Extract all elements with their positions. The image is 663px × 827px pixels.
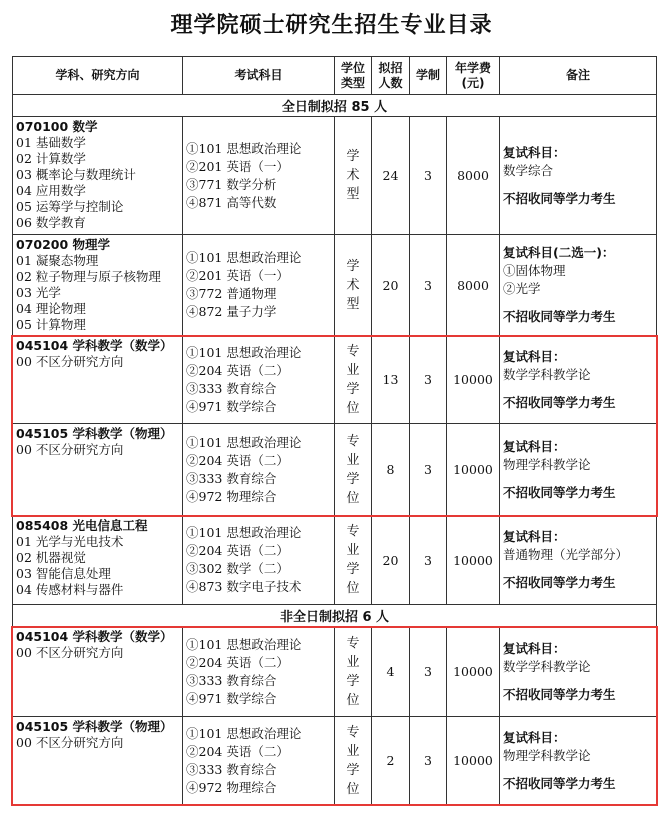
note-footer: 不招收同等学力考生 bbox=[503, 484, 616, 500]
note-footer: 不招收同等学力考生 bbox=[503, 309, 616, 324]
catalog-table bbox=[12, 56, 657, 805]
note-spacer bbox=[503, 298, 656, 308]
degree-type-char: 学 bbox=[346, 258, 360, 274]
section-heading: 非全日制拟招 6 人 bbox=[13, 605, 657, 627]
program-code: 070100 数学 bbox=[16, 119, 98, 134]
exam-cell bbox=[183, 516, 335, 605]
fee-cell: 8000 bbox=[447, 235, 500, 336]
research-direction: 04 应用数学 bbox=[16, 183, 86, 198]
degree-type-char: 专 bbox=[346, 635, 360, 651]
research-direction: 00 不区分研究方向 bbox=[16, 442, 124, 457]
research-direction: 00 不区分研究方向 bbox=[16, 354, 124, 369]
degree-type-char: 位 bbox=[346, 490, 360, 506]
degree-type-char: 专 bbox=[346, 524, 360, 539]
degree-type-char: 位 bbox=[346, 781, 360, 797]
fee-cell: 10000 bbox=[447, 717, 500, 805]
exam-subject: ①101 思想政治理论 bbox=[186, 525, 302, 540]
fee-cell: 10000 bbox=[447, 516, 500, 605]
note-line: 普通物理（光学部分） bbox=[503, 547, 629, 562]
research-direction: 04 传感材料与器件 bbox=[16, 582, 124, 597]
subject-cell bbox=[13, 516, 183, 605]
note-title: 复试科目： bbox=[503, 348, 566, 364]
quota-cell: 24 bbox=[372, 117, 410, 235]
note-line: ②光学 bbox=[503, 281, 541, 296]
duration-cell: 3 bbox=[410, 117, 447, 235]
quota-cell: 20 bbox=[372, 235, 410, 336]
degree-type-char: 术 bbox=[346, 168, 360, 183]
program-code: 045104 学科教学（数学） bbox=[16, 629, 173, 644]
header-fee bbox=[447, 57, 500, 95]
exam-cell bbox=[183, 424, 335, 516]
exam-cell bbox=[183, 235, 335, 336]
exam-subject: ④972 物理综合 bbox=[186, 488, 277, 504]
program-row bbox=[13, 336, 657, 424]
research-direction: 04 理论物理 bbox=[16, 301, 86, 316]
note-spacer bbox=[503, 765, 656, 775]
exam-subject: ③772 普通物理 bbox=[186, 286, 277, 301]
note-cell bbox=[500, 235, 657, 336]
note-title: 复试科目： bbox=[503, 640, 566, 656]
degree-type-char: 专 bbox=[346, 724, 360, 740]
note-footer: 不招收同等学力考生 bbox=[503, 575, 616, 590]
research-direction: 03 光学 bbox=[16, 285, 61, 300]
degree-type-char: 专 bbox=[346, 343, 360, 359]
exam-subject: ②204 英语（二） bbox=[186, 452, 289, 468]
catalog-body bbox=[13, 95, 657, 805]
note-title: 复试科目： bbox=[503, 438, 566, 454]
exam-subject: ④971 数学综合 bbox=[186, 690, 277, 706]
exam-subject: ③333 教育综合 bbox=[186, 761, 277, 777]
header-degree-type bbox=[335, 57, 372, 95]
note-line: 数学学科教学论 bbox=[503, 366, 591, 382]
program-row bbox=[13, 424, 657, 516]
degree-type-cell bbox=[335, 424, 372, 516]
exam-subject: ③771 数学分析 bbox=[186, 176, 277, 192]
note-title: 复试科目(二选一)： bbox=[503, 245, 615, 260]
research-direction: 02 粒子物理与原子核物理 bbox=[16, 269, 161, 284]
exam-subject: ①101 思想政治理论 bbox=[186, 434, 302, 450]
degree-type-char: 学 bbox=[346, 762, 360, 778]
degree-type-char: 学 bbox=[346, 381, 360, 397]
exam-cell bbox=[183, 627, 335, 717]
program-code: 045105 学科教学（物理） bbox=[16, 719, 173, 734]
degree-type-cell bbox=[335, 717, 372, 805]
research-direction: 06 数学教育 bbox=[16, 215, 86, 230]
degree-type-char: 业 bbox=[346, 543, 360, 558]
header-exam: 考试科目 bbox=[183, 57, 335, 95]
degree-type-char: 型 bbox=[346, 296, 360, 312]
note-cell bbox=[500, 717, 657, 805]
research-direction: 03 概率论与数理统计 bbox=[16, 167, 136, 182]
degree-type-char: 学 bbox=[346, 471, 360, 487]
degree-type-char: 业 bbox=[346, 452, 360, 468]
note-cell bbox=[500, 627, 657, 717]
subject-cell bbox=[13, 235, 183, 336]
degree-type-char: 位 bbox=[346, 692, 360, 708]
degree-type-char: 位 bbox=[346, 581, 360, 596]
header-row bbox=[13, 57, 657, 95]
research-direction: 00 不区分研究方向 bbox=[16, 645, 124, 660]
exam-subject: ①101 思想政治理论 bbox=[186, 725, 302, 741]
degree-type-cell bbox=[335, 336, 372, 424]
duration-cell: 3 bbox=[410, 235, 447, 336]
degree-type-char: 专 bbox=[346, 433, 360, 449]
exam-subject: ②201 英语（一） bbox=[186, 268, 289, 283]
program-row bbox=[13, 235, 657, 336]
note-cell bbox=[500, 336, 657, 424]
note-spacer bbox=[503, 384, 656, 394]
fee-cell: 10000 bbox=[447, 627, 500, 717]
subject-cell bbox=[13, 117, 183, 235]
research-direction: 01 基础数学 bbox=[16, 135, 86, 150]
fee-cell: 10000 bbox=[447, 424, 500, 516]
exam-cell bbox=[183, 717, 335, 805]
degree-type-cell bbox=[335, 117, 372, 235]
note-spacer bbox=[503, 676, 656, 686]
exam-subject: ③302 数学（二） bbox=[186, 561, 289, 576]
note-cell bbox=[500, 424, 657, 516]
fee-cell: 8000 bbox=[447, 117, 500, 235]
quota-cell: 4 bbox=[372, 627, 410, 717]
note-cell bbox=[500, 117, 657, 235]
duration-cell: 3 bbox=[410, 516, 447, 605]
exam-subject: ①101 思想政治理论 bbox=[186, 344, 302, 360]
exam-subject: ③333 教育综合 bbox=[186, 470, 277, 486]
degree-type-char: 业 bbox=[346, 654, 360, 670]
quota-cell: 13 bbox=[372, 336, 410, 424]
note-title: 复试科目： bbox=[503, 144, 566, 160]
exam-subject: ②204 英语（二） bbox=[186, 543, 289, 558]
exam-subject: ④872 量子力学 bbox=[186, 304, 277, 319]
page-title: 理学院硕士研究生招生专业目录 bbox=[170, 13, 493, 38]
research-direction: 01 光学与光电技术 bbox=[16, 534, 124, 549]
fee-cell: 10000 bbox=[447, 336, 500, 424]
degree-type-char: 型 bbox=[346, 187, 360, 202]
exam-cell bbox=[183, 336, 335, 424]
exam-subject: ④972 物理综合 bbox=[186, 779, 277, 795]
quota-cell: 2 bbox=[372, 717, 410, 805]
quota-cell: 20 bbox=[372, 516, 410, 605]
header-fee-line2: (元) bbox=[461, 75, 485, 90]
degree-type-cell bbox=[335, 627, 372, 717]
exam-subject: ①101 思想政治理论 bbox=[186, 250, 302, 265]
program-row bbox=[13, 627, 657, 717]
section-row bbox=[13, 605, 657, 627]
header-quota-line1: 拟招 bbox=[378, 60, 403, 75]
note-line: 数学学科教学论 bbox=[503, 658, 591, 674]
exam-subject: ④971 数学综合 bbox=[186, 398, 277, 414]
degree-type-char: 业 bbox=[346, 743, 360, 759]
exam-cell bbox=[183, 117, 335, 235]
exam-subject: ②204 英语（二） bbox=[186, 654, 289, 670]
header-degree-type-line1: 学位 bbox=[340, 60, 365, 75]
program-code: 045104 学科教学（数学） bbox=[16, 338, 173, 353]
note-spacer bbox=[503, 180, 656, 190]
note-cell bbox=[500, 516, 657, 605]
degree-type-char: 位 bbox=[346, 400, 360, 416]
exam-subject: ②201 英语（一） bbox=[186, 158, 289, 174]
note-footer: 不招收同等学力考生 bbox=[503, 190, 616, 206]
note-line: 数学综合 bbox=[503, 162, 554, 178]
note-line: 物理学科教学论 bbox=[503, 747, 591, 763]
exam-subject: ④873 数字电子技术 bbox=[186, 579, 302, 594]
note-footer: 不招收同等学力考生 bbox=[503, 775, 616, 791]
program-row bbox=[13, 717, 657, 805]
research-direction: 02 机器视觉 bbox=[16, 550, 86, 565]
exam-subject: ②204 英语（二） bbox=[186, 362, 289, 378]
note-line: 物理学科教学论 bbox=[503, 456, 591, 472]
note-title: 复试科目： bbox=[503, 729, 566, 745]
program-code: 070200 物理学 bbox=[16, 237, 111, 252]
program-row bbox=[13, 117, 657, 235]
note-title: 复试科目： bbox=[503, 529, 566, 544]
duration-cell: 3 bbox=[410, 336, 447, 424]
section-row bbox=[13, 95, 657, 117]
header-fee-line1: 年学费 bbox=[454, 60, 491, 75]
exam-subject: ①101 思想政治理论 bbox=[186, 636, 302, 652]
research-direction: 05 计算物理 bbox=[16, 317, 86, 332]
program-code: 085408 光电信息工程 bbox=[16, 518, 148, 533]
program-row bbox=[13, 516, 657, 605]
program-code: 045105 学科教学（物理） bbox=[16, 426, 173, 441]
research-direction: 00 不区分研究方向 bbox=[16, 735, 124, 750]
degree-type-char: 学 bbox=[346, 149, 360, 164]
exam-subject: ④871 高等代数 bbox=[186, 194, 277, 210]
subject-cell bbox=[13, 336, 183, 424]
exam-subject: ①101 思想政治理论 bbox=[186, 140, 302, 156]
degree-type-char: 学 bbox=[346, 673, 360, 689]
duration-cell: 3 bbox=[410, 424, 447, 516]
degree-type-char: 学 bbox=[346, 562, 360, 577]
note-footer: 不招收同等学力考生 bbox=[503, 686, 616, 702]
degree-type-cell bbox=[335, 235, 372, 336]
header-degree-type-line2: 类型 bbox=[340, 75, 365, 90]
research-direction: 02 计算数学 bbox=[16, 151, 86, 166]
exam-subject: ③333 教育综合 bbox=[186, 380, 277, 396]
duration-cell: 3 bbox=[410, 627, 447, 717]
note-line: ①固体物理 bbox=[503, 263, 566, 278]
degree-type-char: 业 bbox=[346, 362, 360, 378]
note-spacer bbox=[503, 564, 656, 574]
note-footer: 不招收同等学力考生 bbox=[503, 394, 616, 410]
header-subject: 学科、研究方向 bbox=[13, 57, 183, 95]
quota-cell: 8 bbox=[372, 424, 410, 516]
duration-cell: 3 bbox=[410, 717, 447, 805]
subject-cell bbox=[13, 424, 183, 516]
header-note: 备注 bbox=[500, 57, 657, 95]
subject-cell bbox=[13, 717, 183, 805]
research-direction: 03 智能信息处理 bbox=[16, 566, 111, 581]
exam-subject: ③333 教育综合 bbox=[186, 672, 277, 688]
section-heading: 全日制拟招 85 人 bbox=[13, 95, 657, 117]
subject-cell bbox=[13, 627, 183, 717]
degree-type-char: 术 bbox=[346, 277, 360, 293]
header-duration: 学制 bbox=[410, 57, 447, 95]
degree-type-cell bbox=[335, 516, 372, 605]
note-spacer bbox=[503, 474, 656, 484]
research-direction: 01 凝聚态物理 bbox=[16, 253, 99, 268]
header-quota-line2: 人数 bbox=[378, 75, 403, 90]
research-direction: 05 运筹学与控制论 bbox=[16, 199, 124, 214]
header-quota bbox=[372, 57, 410, 95]
exam-subject: ②204 英语（二） bbox=[186, 743, 289, 759]
